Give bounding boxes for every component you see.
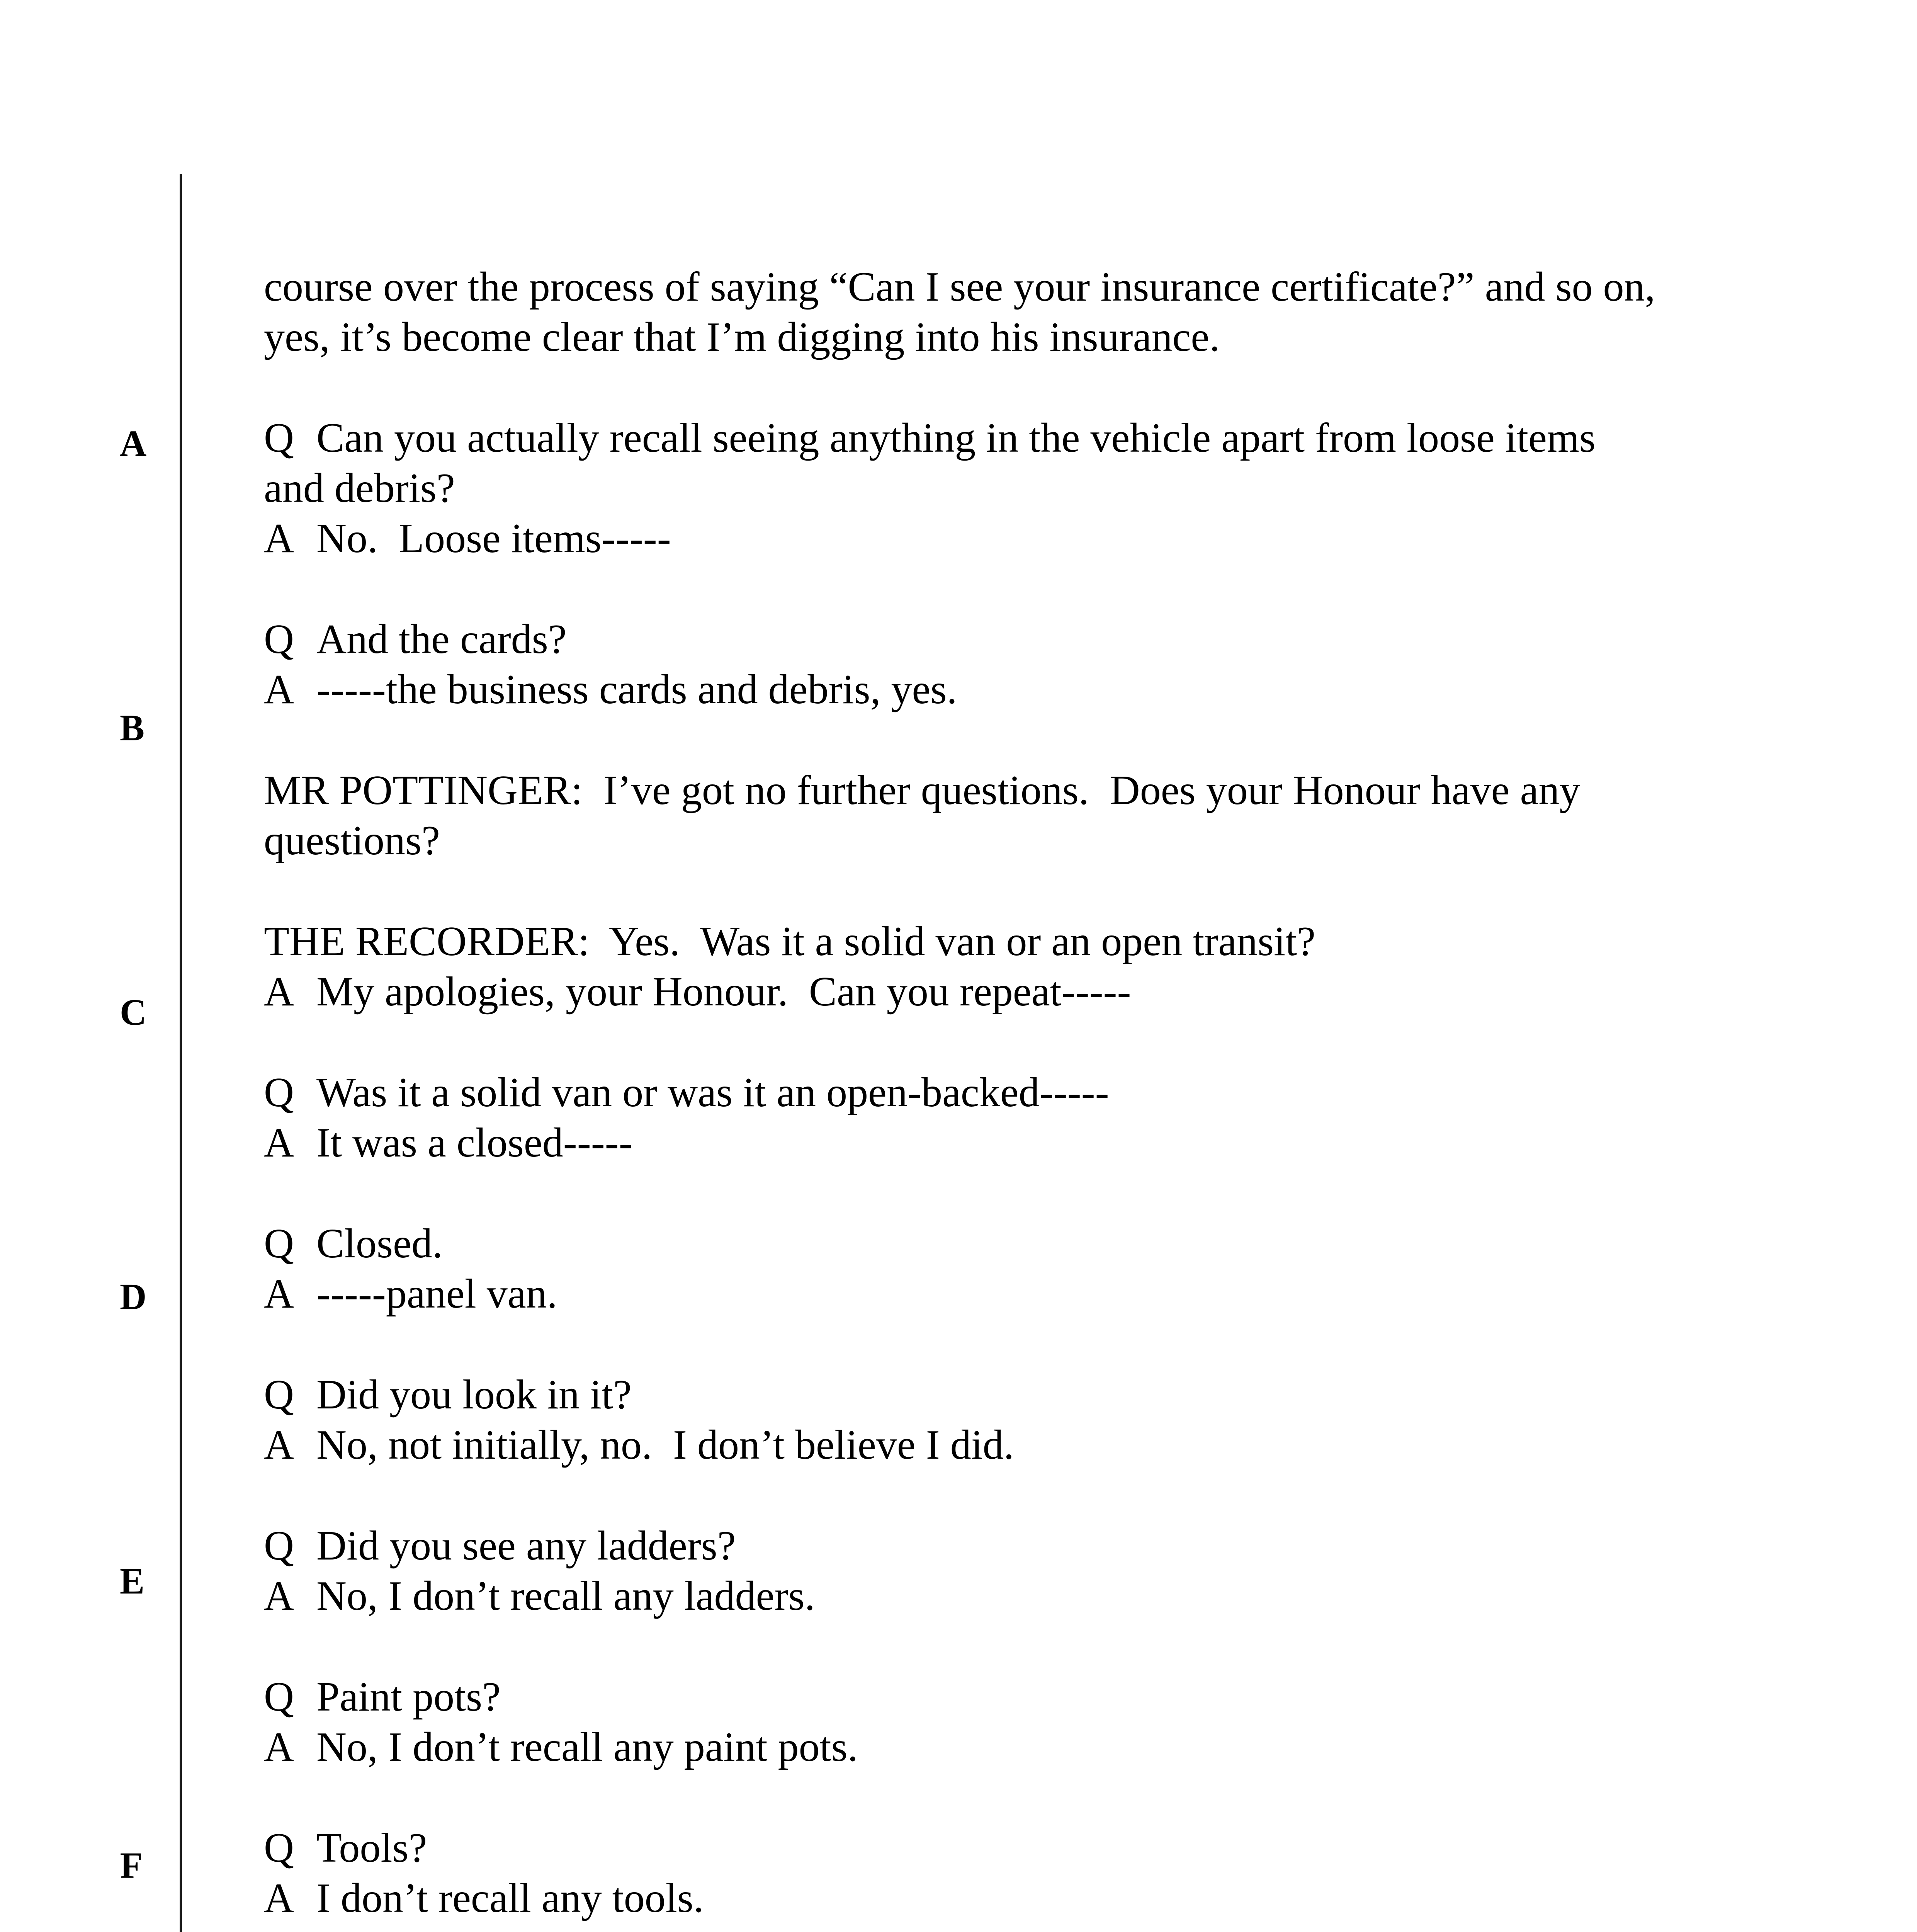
- question-text: Was it a solid van or was it an open-backed-----: [316, 1070, 1109, 1116]
- question-text: Did you see any ladders?: [316, 1523, 736, 1569]
- question-text: Did you look in it?: [316, 1372, 632, 1418]
- question-line: [264, 1219, 443, 1269]
- left-margin-rule: [180, 174, 182, 1932]
- answer-line: [264, 1722, 858, 1772]
- answer-marker: A: [264, 1724, 294, 1770]
- answer-line: [264, 1571, 815, 1621]
- answer-line: [264, 1420, 1014, 1470]
- question-text: Closed.: [316, 1221, 443, 1267]
- answer-line: [264, 665, 957, 715]
- answer-text: -----panel van.: [316, 1271, 557, 1317]
- question-text: and debris?: [264, 465, 455, 511]
- continuation-line: yes, it’s become clear that I’m digging into his insurance.: [264, 314, 1220, 360]
- question-marker: Q: [264, 1523, 294, 1569]
- question-line: [264, 1521, 736, 1571]
- question-text: Can you actually recall seeing anything in the vehicle apart from loose items: [316, 415, 1596, 461]
- question-marker: Q: [264, 415, 294, 461]
- question-line: [264, 614, 567, 665]
- speaker-text: questions?: [264, 818, 440, 864]
- continuation-line: course over the process of saying “Can I see your insurance certificate?” and so on,: [264, 264, 1655, 310]
- answer-line: [264, 967, 1131, 1017]
- answer-text: No, not initially, no. I don’t believe I did.: [316, 1422, 1014, 1468]
- answer-line: [264, 1269, 557, 1319]
- answer-marker: A: [264, 1422, 294, 1468]
- answer-line: [264, 514, 671, 564]
- margin-letter-b: B: [120, 707, 145, 748]
- answer-text: No. Loose items-----: [316, 515, 671, 561]
- question-line: [264, 1068, 1109, 1118]
- answer-text: It was a closed-----: [316, 1120, 633, 1166]
- question-marker: Q: [264, 1372, 294, 1418]
- question-marker: Q: [264, 1221, 294, 1267]
- question-text: Paint pots?: [316, 1674, 501, 1720]
- answer-line: [264, 1118, 633, 1168]
- question-line: [264, 1672, 501, 1722]
- answer-marker: A: [264, 515, 294, 561]
- answer-marker: A: [264, 1875, 294, 1921]
- question-line: [264, 1823, 427, 1873]
- answer-marker: A: [264, 1120, 294, 1166]
- question-line: [264, 413, 1596, 463]
- answer-line: [264, 1873, 704, 1923]
- answer-marker: A: [264, 667, 294, 713]
- question-marker: Q: [264, 1674, 294, 1720]
- answer-marker: A: [264, 1573, 294, 1619]
- speaker-text: I’ve got no further questions. Does your Honour have any: [603, 767, 1581, 813]
- margin-letter-a: A: [120, 423, 147, 464]
- margin-letter-d: D: [120, 1276, 147, 1317]
- margin-letter-c: C: [120, 992, 147, 1033]
- answer-text: I don’t recall any tools.: [316, 1875, 704, 1921]
- answer-text: No, I don’t recall any ladders.: [316, 1573, 815, 1619]
- question-text: Tools?: [316, 1825, 427, 1871]
- speaker-text: Yes. Was it a solid van or an open transit?: [609, 918, 1316, 964]
- question-line: [264, 463, 455, 514]
- answer-text: -----the business cards and debris, yes.: [316, 667, 957, 713]
- answer-text: My apologies, your Honour. Can you repeat-----: [316, 969, 1131, 1015]
- speaker-name: MR POTTINGER:: [264, 767, 583, 813]
- question-marker: Q: [264, 616, 294, 662]
- speaker-line: [264, 917, 1315, 967]
- question-line: [264, 1370, 632, 1420]
- question-marker: Q: [264, 1825, 294, 1871]
- answer-text: No, I don’t recall any paint pots.: [316, 1724, 858, 1770]
- question-text: And the cards?: [316, 616, 567, 662]
- margin-letter-f: F: [120, 1845, 143, 1886]
- speaker-name: THE RECORDER:: [264, 918, 590, 964]
- answer-marker: A: [264, 1271, 294, 1317]
- speaker-line: [264, 765, 1580, 816]
- answer-marker: A: [264, 969, 294, 1015]
- question-marker: Q: [264, 1070, 294, 1116]
- margin-letter-e: E: [120, 1560, 145, 1602]
- speaker-line: [264, 816, 440, 866]
